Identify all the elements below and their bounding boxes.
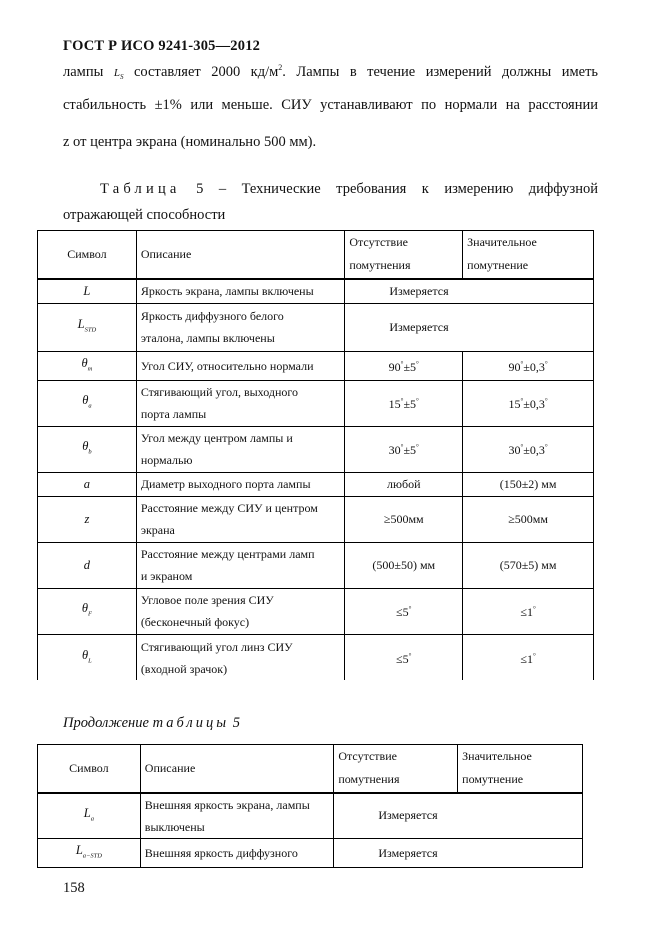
symbol-subscript: F: [87, 610, 92, 618]
description-cell: [136, 279, 345, 304]
merged-value-cell: Измеряется: [334, 793, 583, 839]
symbol-subscript: b: [88, 448, 92, 456]
symbol-cell: [38, 426, 137, 472]
symbol: θ: [81, 601, 88, 616]
symbol-subscript: STD: [84, 326, 97, 334]
degree-mark: °: [520, 397, 524, 406]
degree-mark: °: [408, 605, 412, 614]
description-line-1: Яркость диффузного белого: [140, 309, 284, 323]
description-line-1: Расстояние между СИУ и центром: [140, 501, 318, 516]
no-haze-value: [345, 588, 463, 634]
symbol: θ: [82, 648, 89, 663]
value-text: 30: [388, 443, 401, 458]
description-cell: [136, 380, 345, 426]
description-line-2: порта лампы: [140, 407, 207, 422]
value-text: ≥500мм: [508, 511, 548, 526]
symbol: θ: [81, 355, 88, 370]
merged-value-cell: Измеряется: [345, 303, 594, 351]
description-cell: [136, 303, 345, 351]
tolerance-text: ±5: [403, 397, 417, 412]
no-haze-value: [345, 472, 463, 496]
degree-mark: °: [520, 359, 524, 368]
haze-value: [463, 588, 594, 634]
symbol-cell: [38, 496, 137, 542]
symbol: a: [83, 476, 91, 491]
cont-header-symbol: Символ: [38, 745, 141, 793]
symbol: L: [83, 283, 91, 298]
value-text: 90: [388, 359, 401, 374]
degree-mark: °: [408, 652, 412, 661]
description-line-2: нормалью: [140, 453, 193, 468]
description-line-1: Угол между центром лампы и: [140, 431, 293, 446]
header-description: Описание: [136, 231, 345, 279]
symbol-cell: [38, 542, 137, 588]
value-text: 30: [508, 443, 521, 458]
degree-mark: °: [400, 359, 404, 368]
description-cell: [140, 793, 334, 839]
paragraph-line-1: лампы $L_S$ составляет 2000 $кд/м^2$. Лампы в течение измерений должны иметь: [63, 63, 599, 81]
symbol-cell: [38, 279, 137, 304]
value-text: ≤1: [520, 605, 533, 620]
symbol-cell: [38, 839, 141, 868]
value-text: (500±50) мм: [372, 557, 436, 572]
degree-mark: °: [532, 652, 536, 661]
header-symbol: Символ: [38, 231, 137, 279]
value-text: (570±5) мм: [499, 557, 557, 572]
symbol-subscript: a−STD: [82, 852, 102, 860]
value-text: 90: [508, 359, 521, 374]
tolerance-text: ±0,3: [523, 359, 545, 374]
description-cell: [136, 426, 345, 472]
symbol-subscript: L: [88, 657, 92, 665]
table-header-row: [38, 231, 594, 279]
table-row: [38, 426, 594, 472]
degree-mark: °: [416, 359, 419, 368]
value-text: ≤5: [396, 652, 409, 667]
header-no-haze: Отсутствие помутнения: [345, 231, 463, 279]
description-line-2: эталона, лампы включены: [140, 331, 275, 345]
no-haze-value: [345, 351, 463, 380]
haze-value: [463, 472, 594, 496]
haze-value: [463, 634, 594, 682]
symbol-cell: [38, 351, 137, 380]
description-line-1: Угловое поле зрения СИУ: [140, 593, 274, 608]
table-row: [38, 542, 594, 588]
value-text: ≤1: [520, 652, 533, 667]
description-cell: [140, 839, 334, 868]
description-line-1: Стягивающий угол, выходного: [140, 385, 299, 400]
header-haze: Значительное помутнение: [463, 231, 594, 279]
table-row: [38, 472, 594, 496]
degree-mark: °: [544, 443, 548, 452]
description-line-1: Расстояние между центрами ламп: [140, 547, 315, 562]
cont-header-description: Описание: [140, 745, 334, 793]
symbol-cell: [38, 380, 137, 426]
description-cell: [136, 472, 345, 496]
table-row: [38, 496, 594, 542]
degree-mark: °: [532, 605, 536, 614]
haze-value: [463, 496, 594, 542]
symbol: L: [75, 843, 83, 857]
table-row: [38, 380, 594, 426]
no-haze-value: [345, 496, 463, 542]
paragraph-line-2: стабильность ±1% или меньше. СИУ устанавливают по нормали на расстоянии: [63, 97, 598, 113]
symbol-subscript: m: [87, 364, 93, 372]
tolerance-text: ±5: [403, 359, 417, 374]
table-cutoff: [37, 680, 594, 684]
tolerance-text: ±5: [403, 443, 417, 458]
degree-mark: °: [520, 443, 524, 452]
symbol: L: [83, 805, 91, 820]
description-line-1: Внешняя яркость диффузного: [144, 846, 298, 861]
continuation-caption: Продолжение таблицы 5: [63, 715, 240, 731]
description-cell: [136, 351, 345, 380]
table-row: [38, 279, 594, 304]
table-row: [38, 634, 594, 682]
symbol-cell: [38, 472, 137, 496]
symbol-cell: [38, 303, 137, 351]
symbol: θ: [82, 439, 89, 454]
description-line-2: (входной зрачок): [140, 662, 228, 677]
page-number: 158: [63, 880, 85, 896]
degree-mark: °: [400, 443, 404, 452]
continuation-table: [37, 744, 583, 868]
description-line-1: Яркость экрана, лампы включены: [140, 284, 314, 298]
cont-header-no-haze: Отсутствие помутнения: [334, 745, 458, 793]
paragraph-line-3: z от центра экрана (номинально 500 мм).: [63, 134, 317, 150]
value-text: 15: [508, 397, 521, 412]
symbol: d: [83, 557, 91, 572]
no-haze-value: [345, 426, 463, 472]
degree-mark: °: [416, 443, 419, 452]
table-row: [38, 839, 583, 868]
table-row: [38, 303, 594, 351]
value-text: (150±2) мм: [499, 476, 557, 491]
symbol: z: [84, 511, 90, 526]
symbol-cell: [38, 588, 137, 634]
table-caption: Таблица 5 – Технические требования к измерению диффузной: [100, 181, 599, 197]
table-row: [38, 588, 594, 634]
symbol: θ: [82, 393, 89, 408]
cont-header-haze: Значительное помутнение: [458, 745, 583, 793]
no-haze-value: [345, 634, 463, 682]
cont-header-row: [38, 745, 583, 793]
haze-value: [463, 542, 594, 588]
merged-value-cell: Измеряется: [345, 279, 594, 304]
value-text: любой: [387, 476, 421, 491]
symbol: L: [77, 316, 85, 331]
description-cell: [136, 588, 345, 634]
description-line-1: Стягивающий угол линз СИУ: [140, 640, 293, 655]
table-row: [38, 793, 583, 839]
description-cell: [136, 542, 345, 588]
description-cell: [136, 634, 345, 682]
tolerance-text: ±0,3: [523, 397, 545, 412]
description-line-1: Внешняя яркость экрана, лампы: [144, 797, 310, 812]
no-haze-value: [345, 380, 463, 426]
no-haze-value: [345, 542, 463, 588]
symbol-cell: [38, 793, 141, 839]
description-line-2: экрана: [140, 523, 175, 538]
document-header: ГОСТ Р ИСО 9241-305—2012: [63, 38, 261, 54]
value-text: 15: [388, 397, 401, 412]
degree-mark: °: [416, 397, 419, 406]
tolerance-text: ±0,3: [523, 443, 545, 458]
symbol-subscript: a: [90, 814, 94, 822]
symbol-cell: [38, 634, 137, 682]
degree-mark: °: [544, 359, 548, 368]
description-line-2: выключены: [144, 819, 205, 834]
symbol-subscript: a: [88, 402, 92, 410]
description-line-1: Угол СИУ, относительно нормали: [140, 358, 314, 373]
value-text: ≥500мм: [383, 511, 424, 526]
merged-value-cell: Измеряется: [334, 839, 583, 868]
table-caption-line-2: отражающей способности: [63, 207, 226, 223]
description-line-2: (бесконечный фокус): [140, 615, 250, 630]
degree-mark: °: [544, 397, 548, 406]
requirements-table: [37, 230, 594, 683]
description-line-2: и экраном: [140, 569, 193, 584]
haze-value: [463, 426, 594, 472]
haze-value: [463, 380, 594, 426]
description-line-1: Диаметр выходного порта лампы: [140, 477, 311, 492]
degree-mark: °: [400, 397, 404, 406]
table-row: [38, 351, 594, 380]
value-text: ≤5: [396, 605, 409, 620]
haze-value: [463, 351, 594, 380]
description-cell: [136, 496, 345, 542]
